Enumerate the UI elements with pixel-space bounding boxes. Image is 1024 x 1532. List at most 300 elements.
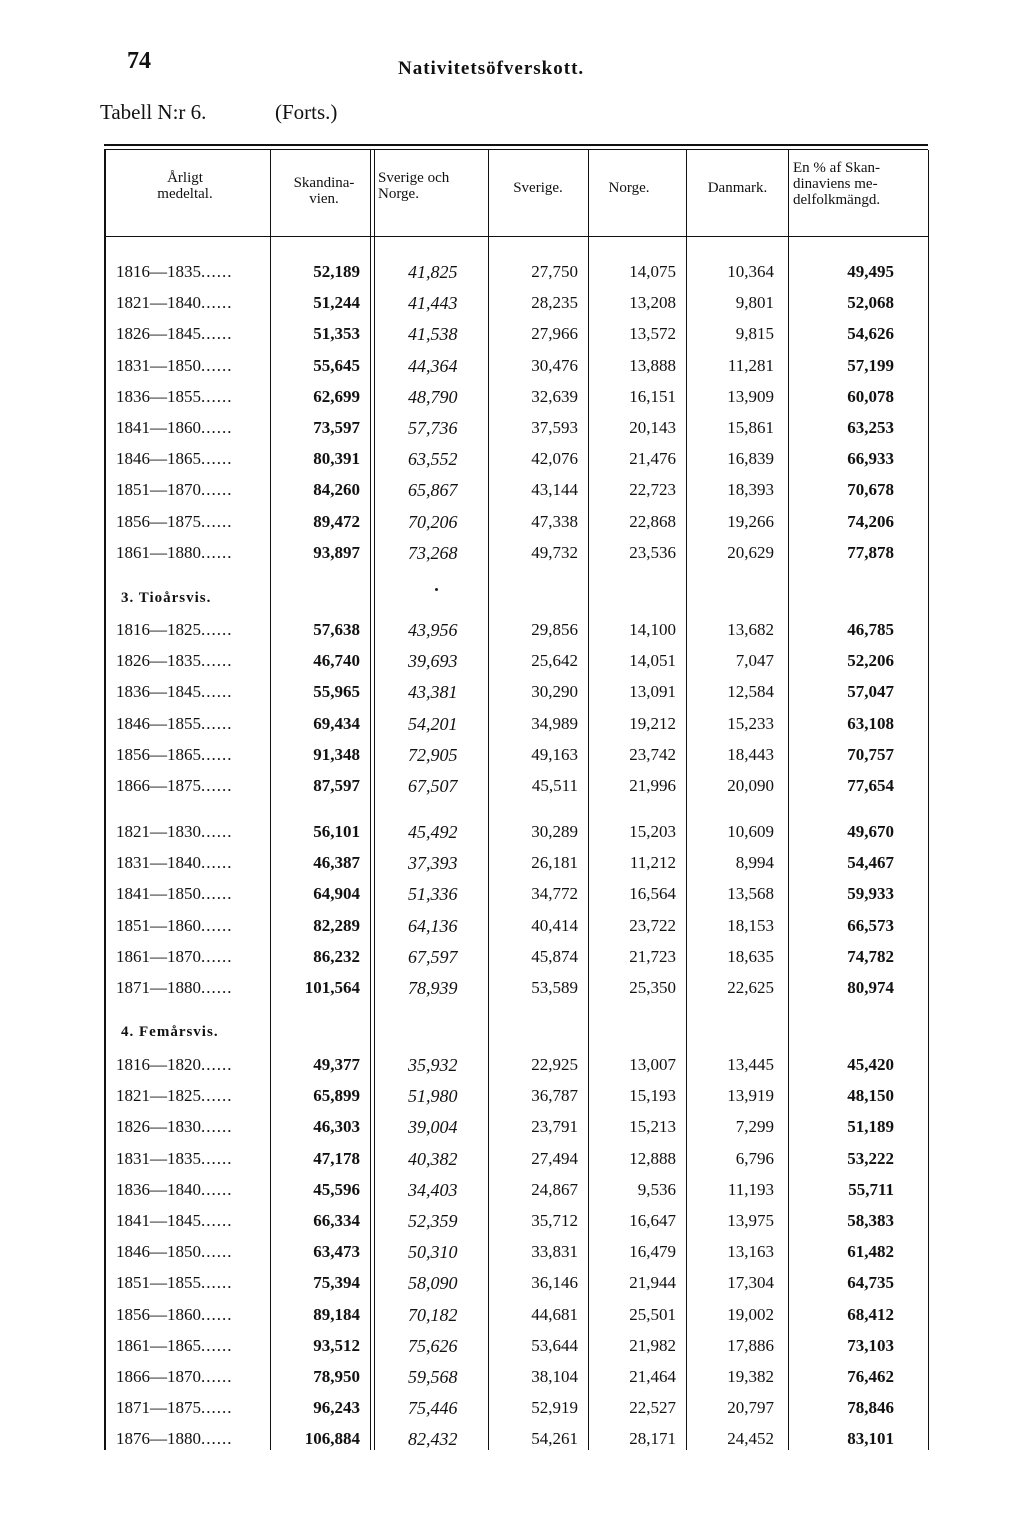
cell-sverige: 36,787 (531, 1086, 578, 1106)
table-row (0, 1086, 1024, 1114)
leader-dots: ...... (201, 262, 233, 281)
cell-norge: 15,213 (629, 1117, 676, 1137)
cell-sverige-norge: 72,905 (408, 744, 458, 765)
cell-percent: 77,878 (847, 542, 894, 562)
leader-dots: ...... (201, 1429, 233, 1449)
table-row (0, 1367, 1024, 1395)
table-row (0, 512, 1024, 540)
leader-dots: ...... (201, 1335, 233, 1355)
cell-danmark: 12,584 (727, 682, 774, 702)
header-period: Årligt medeltal. (157, 170, 213, 202)
cell-period: 1831—1835...... (116, 1148, 233, 1168)
leader-dots: ...... (201, 449, 233, 469)
cell-danmark: 19,382 (727, 1367, 774, 1386)
cell-percent: 51,189 (847, 1117, 894, 1137)
cell-percent: 57,047 (847, 682, 894, 702)
cell-skandinavien: 46,303 (313, 1117, 360, 1137)
table-row (0, 324, 1024, 352)
cell-sverige: 29,856 (531, 620, 578, 639)
cell-period: 1826—1835...... (116, 651, 233, 671)
cell-percent: 78,846 (847, 1398, 894, 1418)
cell-sverige: 25,642 (531, 651, 578, 671)
cell-period: 1846—1855...... (116, 713, 233, 733)
cell-period: 1846—1865...... (116, 449, 233, 469)
cell-danmark: 18,153 (727, 915, 774, 935)
leader-dots: ...... (201, 822, 233, 841)
cell-sverige: 49,163 (531, 744, 578, 764)
cell-danmark: 18,393 (727, 480, 774, 500)
continued-label: (Forts.) (275, 100, 338, 124)
header-rule (104, 236, 928, 237)
cell-sverige: 49,732 (531, 542, 578, 562)
cell-sverige-norge: 35,932 (408, 1055, 458, 1075)
cell-sverige-norge: 65,867 (408, 480, 458, 501)
cell-percent: 63,108 (847, 713, 894, 733)
cell-skandinavien: 66,334 (313, 1211, 360, 1230)
cell-danmark: 15,861 (727, 418, 774, 437)
cell-skandinavien: 47,178 (313, 1148, 360, 1168)
table-row (0, 853, 1024, 881)
cell-percent: 77,654 (847, 776, 894, 795)
cell-sverige-norge: 40,382 (408, 1148, 458, 1169)
cell-danmark: 10,609 (727, 822, 774, 841)
leader-dots: ...... (201, 511, 233, 531)
cell-percent: 54,626 (847, 324, 894, 344)
cell-danmark: 9,801 (735, 293, 774, 313)
cell-sverige: 34,989 (531, 713, 578, 733)
cell-norge: 14,075 (629, 262, 676, 281)
cell-danmark: 20,629 (727, 542, 774, 562)
cell-sverige: 28,235 (531, 293, 578, 313)
cell-sverige: 37,593 (531, 418, 578, 437)
cell-period: 1871—1875...... (116, 1398, 233, 1418)
cell-period: 1821—1840...... (116, 293, 233, 313)
cell-danmark: 13,919 (727, 1086, 774, 1106)
cell-sverige: 54,261 (531, 1429, 578, 1449)
cell-norge: 15,193 (629, 1086, 676, 1106)
cell-sverige-norge: 41,443 (408, 293, 458, 314)
cell-norge: 11,212 (629, 853, 676, 873)
cell-norge: 16,647 (629, 1211, 676, 1230)
table-row (0, 1180, 1024, 1208)
cell-period: 1841—1860...... (116, 418, 233, 437)
table-row (0, 1429, 1024, 1457)
cell-period: 1856—1860...... (116, 1304, 233, 1324)
cell-skandinavien: 69,434 (313, 713, 360, 733)
cell-percent: 55,711 (848, 1179, 894, 1199)
leader-dots: ...... (201, 620, 233, 639)
cell-danmark: 13,163 (727, 1242, 774, 1262)
table-row (0, 620, 1024, 648)
cell-sverige: 53,644 (531, 1335, 578, 1355)
cell-period: 1866—1870...... (116, 1367, 233, 1386)
cell-percent: 66,573 (847, 915, 894, 935)
cell-danmark: 20,090 (727, 776, 774, 795)
cell-sverige-norge: 48,790 (408, 386, 458, 407)
cell-danmark: 11,193 (727, 1179, 774, 1199)
cell-sverige: 53,589 (531, 978, 578, 997)
cell-skandinavien: 64,904 (313, 884, 360, 904)
cell-danmark: 16,839 (727, 449, 774, 469)
table-row (0, 293, 1024, 321)
cell-sverige-norge: 43,956 (408, 620, 458, 640)
cell-skandinavien: 87,597 (313, 776, 360, 795)
cell-sverige: 52,919 (531, 1398, 578, 1418)
cell-percent: 70,678 (847, 480, 894, 500)
cell-danmark: 10,364 (727, 262, 774, 281)
cell-sverige-norge: 41,825 (408, 262, 458, 282)
table-row (0, 916, 1024, 944)
cell-percent: 46,785 (847, 620, 894, 639)
cell-sverige-norge: 44,364 (408, 355, 458, 376)
stray-dot (435, 588, 438, 591)
cell-norge: 9,536 (637, 1179, 676, 1199)
cell-percent: 74,782 (847, 946, 894, 966)
cell-sverige-norge: 64,136 (408, 915, 458, 936)
cell-norge: 23,536 (629, 542, 676, 562)
section-femarsvis: 4. Femårsvis. (121, 1024, 219, 1040)
leader-dots: ...... (201, 1055, 233, 1074)
table-row (0, 1211, 1024, 1239)
cell-norge: 14,100 (629, 620, 676, 639)
table-row (0, 776, 1024, 804)
cell-percent: 74,206 (847, 511, 894, 531)
leader-dots: ...... (201, 324, 233, 344)
cell-skandinavien: 62,699 (313, 386, 360, 406)
cell-danmark: 6,796 (735, 1148, 774, 1168)
cell-sverige-norge: 43,381 (408, 682, 458, 703)
cell-skandinavien: 86,232 (313, 946, 360, 966)
leader-dots: ...... (201, 480, 233, 500)
cell-period: 1856—1865...... (116, 744, 233, 764)
header-sverige-norge: Sverige och Norge. (378, 170, 450, 202)
cell-sverige: 27,494 (531, 1148, 578, 1168)
cell-percent: 76,462 (847, 1367, 894, 1386)
cell-percent: 49,670 (847, 822, 894, 841)
leader-dots: ...... (201, 1242, 233, 1262)
cell-percent: 52,206 (847, 651, 894, 671)
table-row (0, 356, 1024, 384)
cell-period: 1851—1870...... (116, 480, 233, 500)
leader-dots: ...... (201, 713, 233, 733)
cell-skandinavien: 55,645 (313, 355, 360, 375)
cell-sverige: 47,338 (531, 511, 578, 531)
cell-period: 1831—1850...... (116, 355, 233, 375)
cell-period: 1836—1855...... (116, 386, 233, 406)
cell-norge: 16,479 (629, 1242, 676, 1262)
cell-sverige: 33,831 (531, 1242, 578, 1262)
cell-sverige: 22,925 (531, 1055, 578, 1074)
cell-skandinavien: 89,472 (313, 511, 360, 531)
cell-danmark: 22,625 (727, 978, 774, 997)
cell-danmark: 17,304 (727, 1273, 774, 1293)
cell-danmark: 20,797 (727, 1398, 774, 1418)
leader-dots: ...... (201, 915, 233, 935)
cell-period: 1866—1875...... (116, 776, 233, 795)
cell-sverige: 36,146 (531, 1273, 578, 1293)
cell-norge: 22,868 (629, 511, 676, 531)
cell-period: 1841—1850...... (116, 884, 233, 904)
cell-period: 1816—1835...... (116, 262, 233, 281)
cell-skandinavien: 51,353 (313, 324, 360, 344)
cell-period: 1836—1840...... (116, 1179, 233, 1199)
leader-dots: ...... (201, 744, 233, 764)
leader-dots: ...... (201, 946, 233, 966)
cell-norge: 21,982 (629, 1335, 676, 1355)
cell-period: 1826—1830...... (116, 1117, 233, 1137)
cell-danmark: 15,233 (727, 713, 774, 733)
cell-sverige: 23,791 (531, 1117, 578, 1137)
cell-norge: 21,476 (629, 449, 676, 469)
cell-sverige: 27,966 (531, 324, 578, 344)
cell-period: 1831—1840...... (116, 853, 233, 873)
leader-dots: ...... (201, 1148, 233, 1168)
cell-sverige-norge: 58,090 (408, 1273, 458, 1294)
cell-percent: 83,101 (847, 1429, 894, 1449)
table-label: Tabell N:r 6. (100, 100, 207, 124)
cell-sverige-norge: 82,432 (408, 1429, 458, 1450)
table-row (0, 714, 1024, 742)
leader-dots: ...... (201, 1086, 233, 1106)
cell-percent: 70,757 (847, 744, 894, 764)
cell-period: 1861—1870...... (116, 946, 233, 966)
leader-dots: ...... (201, 542, 233, 562)
cell-norge: 23,742 (629, 744, 676, 764)
leader-dots: ...... (201, 418, 233, 437)
cell-skandinavien: 89,184 (313, 1304, 360, 1324)
cell-sverige-norge: 70,206 (408, 511, 458, 532)
cell-danmark: 19,002 (727, 1304, 774, 1324)
leader-dots: ...... (201, 293, 233, 313)
table-row (0, 1149, 1024, 1177)
cell-sverige-norge: 63,552 (408, 449, 458, 470)
table-row (0, 947, 1024, 975)
cell-percent: 57,199 (847, 355, 894, 375)
cell-percent: 53,222 (847, 1148, 894, 1168)
cell-percent: 52,068 (847, 293, 894, 313)
cell-norge: 16,151 (629, 386, 676, 406)
leader-dots: ...... (201, 1211, 233, 1230)
cell-skandinavien: 49,377 (313, 1055, 360, 1074)
table-row (0, 387, 1024, 415)
cell-skandinavien: 52,189 (313, 262, 360, 281)
table-row (0, 1055, 1024, 1083)
cell-danmark: 7,047 (735, 651, 774, 671)
cell-sverige-norge: 34,403 (408, 1179, 458, 1200)
cell-percent: 73,103 (847, 1335, 894, 1355)
header-sverige: Sverige. (513, 180, 563, 196)
cell-sverige-norge: 50,310 (408, 1242, 458, 1263)
cell-sverige: 45,874 (531, 946, 578, 966)
cell-skandinavien: 93,512 (313, 1335, 360, 1355)
cell-sverige: 42,076 (531, 449, 578, 469)
cell-norge: 25,350 (629, 978, 676, 997)
cell-danmark: 19,266 (727, 511, 774, 531)
table-row (0, 651, 1024, 679)
cell-sverige-norge: 67,597 (408, 946, 458, 967)
cell-norge: 20,143 (629, 418, 676, 437)
cell-sverige-norge: 67,507 (408, 776, 458, 796)
cell-norge: 19,212 (629, 713, 676, 733)
cell-sverige-norge: 57,736 (408, 418, 458, 438)
cell-period: 1861—1865...... (116, 1335, 233, 1355)
cell-skandinavien: 45,596 (313, 1179, 360, 1199)
cell-sverige: 27,750 (531, 262, 578, 281)
cell-skandinavien: 56,101 (313, 822, 360, 841)
cell-percent: 45,420 (847, 1055, 894, 1074)
leader-dots: ...... (201, 978, 233, 997)
cell-sverige-norge: 45,492 (408, 822, 458, 842)
header-norge: Norge. (608, 180, 650, 196)
cell-sverige-norge: 52,359 (408, 1211, 458, 1231)
cell-sverige: 43,144 (531, 480, 578, 500)
cell-skandinavien: 55,965 (313, 682, 360, 702)
table-row (0, 1398, 1024, 1426)
table-row (0, 418, 1024, 446)
cell-sverige-norge: 41,538 (408, 324, 458, 345)
cell-danmark: 13,568 (727, 884, 774, 904)
cell-period: 1871—1880...... (116, 978, 233, 997)
leader-dots: ...... (201, 884, 233, 904)
cell-period: 1876—1880...... (116, 1429, 233, 1449)
cell-skandinavien: 46,740 (313, 651, 360, 671)
table-row (0, 682, 1024, 710)
page-number: 74 (127, 48, 151, 74)
cell-sverige: 45,511 (531, 776, 578, 795)
table-row (0, 1336, 1024, 1364)
table-row (0, 449, 1024, 477)
header-skandinavien: Skandina- vien. (293, 175, 355, 207)
cell-sverige: 34,772 (531, 884, 578, 904)
cell-percent: 59,933 (847, 884, 894, 904)
cell-percent: 49,495 (847, 262, 894, 281)
cell-danmark: 13,682 (727, 620, 774, 639)
table-row (0, 480, 1024, 508)
cell-percent: 54,467 (847, 853, 894, 873)
table-row (0, 978, 1024, 1006)
cell-norge: 13,208 (629, 293, 676, 313)
cell-sverige-norge: 51,336 (408, 884, 458, 905)
cell-period: 1816—1820...... (116, 1055, 233, 1074)
cell-norge: 22,723 (629, 480, 676, 500)
cell-danmark: 24,452 (727, 1429, 774, 1449)
cell-sverige: 30,289 (531, 822, 578, 841)
cell-danmark: 11,281 (727, 355, 774, 375)
cell-sverige: 38,104 (531, 1367, 578, 1386)
cell-sverige: 26,181 (531, 853, 578, 873)
cell-norge: 22,527 (629, 1398, 676, 1418)
leader-dots: ...... (201, 1117, 233, 1137)
table-row (0, 1117, 1024, 1145)
cell-percent: 48,150 (847, 1086, 894, 1106)
cell-period: 1856—1875...... (116, 511, 233, 531)
cell-sverige-norge: 59,568 (408, 1367, 458, 1387)
leader-dots: ...... (201, 1304, 233, 1324)
cell-sverige-norge: 75,446 (408, 1398, 458, 1419)
cell-period: 1836—1845...... (116, 682, 233, 702)
header-percent: En % af Skan- dinaviens me- delfolkmängd. (793, 160, 881, 208)
leader-dots: ...... (201, 1398, 233, 1418)
cell-sverige: 44,681 (531, 1304, 578, 1324)
leader-dots: ...... (201, 1179, 233, 1199)
cell-skandinavien: 91,348 (313, 744, 360, 764)
cell-percent: 66,933 (847, 449, 894, 469)
cell-skandinavien: 106,884 (304, 1429, 360, 1449)
cell-percent: 61,482 (847, 1242, 894, 1262)
cell-skandinavien: 57,638 (313, 620, 360, 639)
cell-period: 1851—1855...... (116, 1273, 233, 1293)
table-row (0, 1242, 1024, 1270)
cell-norge: 21,464 (629, 1367, 676, 1386)
cell-sverige: 32,639 (531, 386, 578, 406)
cell-percent: 58,383 (847, 1211, 894, 1230)
cell-norge: 21,944 (629, 1273, 676, 1293)
cell-norge: 14,051 (629, 651, 676, 671)
cell-sverige-norge: 39,693 (408, 651, 458, 672)
leader-dots: ...... (201, 1367, 233, 1386)
cell-sverige-norge: 70,182 (408, 1304, 458, 1325)
cell-danmark: 18,635 (727, 946, 774, 966)
header-danmark: Danmark. (707, 180, 768, 196)
cell-skandinavien: 78,950 (313, 1367, 360, 1386)
leader-dots: ...... (201, 853, 233, 873)
cell-norge: 21,996 (629, 776, 676, 795)
cell-norge: 13,007 (629, 1055, 676, 1074)
leader-dots: ...... (201, 386, 233, 406)
table-row (0, 1273, 1024, 1301)
cell-sverige: 30,290 (531, 682, 578, 702)
cell-skandinavien: 65,899 (313, 1086, 360, 1106)
table-row (0, 822, 1024, 850)
cell-sverige-norge: 54,201 (408, 713, 458, 734)
cell-danmark: 9,815 (735, 324, 774, 344)
cell-skandinavien: 82,289 (313, 915, 360, 935)
cell-norge: 15,203 (629, 822, 676, 841)
table-row (0, 884, 1024, 912)
cell-skandinavien: 84,260 (313, 480, 360, 500)
cell-skandinavien: 75,394 (313, 1273, 360, 1293)
cell-sverige-norge: 51,980 (408, 1086, 458, 1107)
cell-norge: 23,722 (629, 915, 676, 935)
cell-norge: 21,723 (629, 946, 676, 966)
cell-norge: 12,888 (629, 1148, 676, 1168)
cell-norge: 13,572 (629, 324, 676, 344)
top-rule-thin (104, 149, 928, 150)
cell-percent: 68,412 (847, 1304, 894, 1324)
cell-percent: 60,078 (847, 386, 894, 406)
cell-sverige: 24,867 (531, 1179, 578, 1199)
cell-period: 1861—1880...... (116, 542, 233, 562)
cell-sverige-norge: 37,393 (408, 853, 458, 874)
cell-sverige: 30,476 (531, 355, 578, 375)
section-tioarsvis: 3. Tioårsvis. (121, 590, 212, 606)
cell-danmark: 7,299 (735, 1117, 774, 1137)
cell-skandinavien: 46,387 (313, 853, 360, 873)
cell-skandinavien: 101,564 (304, 978, 360, 997)
cell-period: 1816—1825...... (116, 620, 233, 639)
cell-period: 1821—1825...... (116, 1086, 233, 1106)
cell-norge: 13,091 (629, 682, 676, 702)
cell-percent: 80,974 (847, 978, 894, 997)
cell-period: 1821—1830...... (116, 822, 233, 841)
cell-skandinavien: 93,897 (313, 542, 360, 562)
cell-danmark: 18,443 (727, 744, 774, 764)
cell-period: 1846—1850...... (116, 1242, 233, 1262)
leader-dots: ...... (201, 651, 233, 671)
table-row (0, 262, 1024, 290)
cell-skandinavien: 96,243 (313, 1398, 360, 1418)
top-rule (104, 144, 928, 146)
